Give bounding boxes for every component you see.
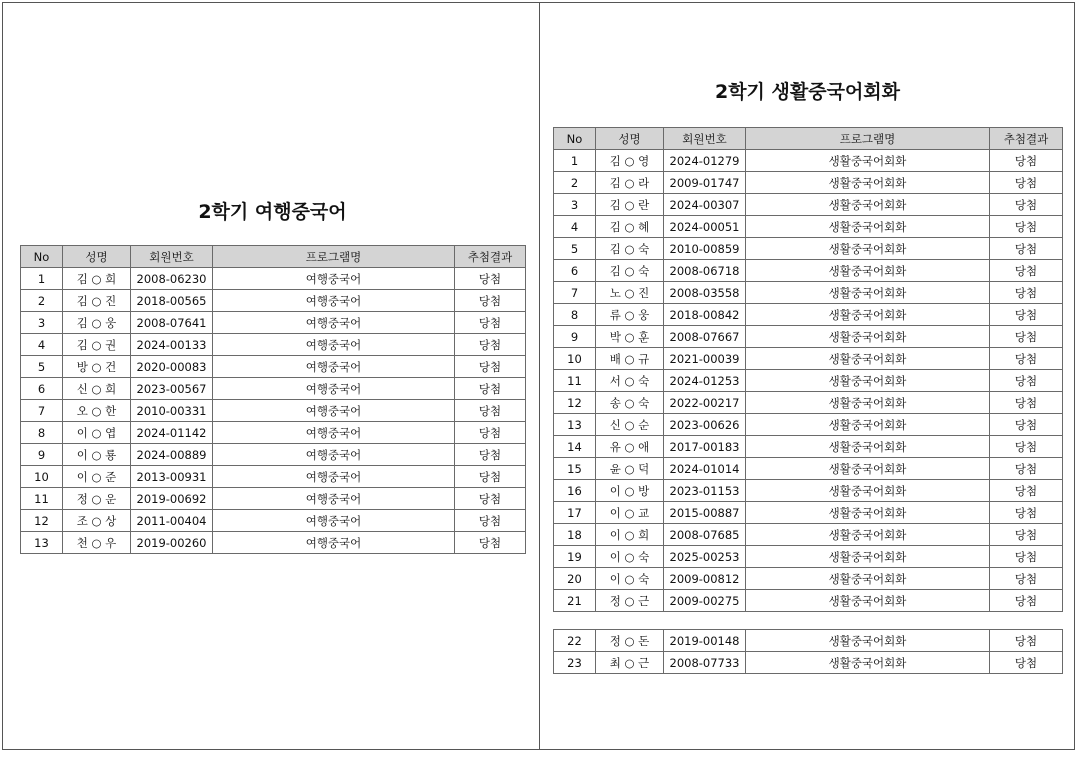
cell-result: 당첨 <box>990 304 1063 326</box>
cell-result: 당첨 <box>990 392 1063 414</box>
cell-no: 8 <box>21 422 63 444</box>
cell-no: 23 <box>554 652 596 674</box>
cell-result: 당첨 <box>455 422 526 444</box>
cell-program: 생활중국어회화 <box>746 260 990 282</box>
cell-member-no: 2019-00148 <box>664 630 746 652</box>
cell-no: 6 <box>554 260 596 282</box>
col-header-result: 추첨결과 <box>455 246 526 268</box>
table-row <box>554 326 1063 348</box>
table-row <box>554 652 1063 674</box>
cell-no: 11 <box>21 488 63 510</box>
cell-name: 김 ○ 라 <box>596 172 664 194</box>
col-header-name: 성명 <box>596 128 664 150</box>
cell-name: 천 ○ 우 <box>63 532 131 554</box>
cell-no: 13 <box>21 532 63 554</box>
cell-member-no: 2024-01253 <box>664 370 746 392</box>
cell-program: 생활중국어회화 <box>746 392 990 414</box>
cell-result: 당첨 <box>990 348 1063 370</box>
cell-program: 생활중국어회화 <box>746 370 990 392</box>
cell-member-no: 2024-01014 <box>664 458 746 480</box>
cell-name: 김 ○ 진 <box>63 290 131 312</box>
cell-name: 김 ○ 웅 <box>63 312 131 334</box>
table-row <box>21 422 526 444</box>
cell-name: 이 ○ 룡 <box>63 444 131 466</box>
table-row <box>554 304 1063 326</box>
cell-result: 당첨 <box>990 216 1063 238</box>
cell-member-no: 2008-06230 <box>131 268 213 290</box>
cell-program: 여행중국어 <box>213 400 455 422</box>
table-row <box>554 524 1063 546</box>
cell-member-no: 2009-01747 <box>664 172 746 194</box>
cell-name: 김 ○ 숙 <box>596 260 664 282</box>
cell-name: 윤 ○ 덕 <box>596 458 664 480</box>
cell-no: 13 <box>554 414 596 436</box>
cell-member-no: 2024-00889 <box>131 444 213 466</box>
cell-no: 2 <box>554 172 596 194</box>
table-row <box>21 378 526 400</box>
cell-member-no: 2024-01142 <box>131 422 213 444</box>
table-row <box>21 444 526 466</box>
cell-no: 12 <box>21 510 63 532</box>
cell-result: 당첨 <box>455 444 526 466</box>
cell-program: 생활중국어회화 <box>746 502 990 524</box>
table-row <box>21 268 526 290</box>
cell-no: 21 <box>554 590 596 612</box>
cell-member-no: 2024-00133 <box>131 334 213 356</box>
cell-no: 11 <box>554 370 596 392</box>
cell-result: 당첨 <box>990 436 1063 458</box>
cell-member-no: 2008-03558 <box>664 282 746 304</box>
cell-program: 여행중국어 <box>213 268 455 290</box>
cell-name: 정 ○ 운 <box>63 488 131 510</box>
cell-member-no: 2008-07733 <box>664 652 746 674</box>
cell-name: 이 ○ 희 <box>596 524 664 546</box>
table-row <box>21 510 526 532</box>
cell-member-no: 2024-01279 <box>664 150 746 172</box>
cell-no: 16 <box>554 480 596 502</box>
cell-name: 이 ○ 숙 <box>596 568 664 590</box>
cell-program: 생활중국어회화 <box>746 326 990 348</box>
cell-member-no: 2020-00083 <box>131 356 213 378</box>
cell-result: 당첨 <box>455 356 526 378</box>
left-table <box>20 245 526 554</box>
table-row <box>554 260 1063 282</box>
cell-member-no: 2008-07667 <box>664 326 746 348</box>
table-row <box>554 436 1063 458</box>
cell-program: 생활중국어회화 <box>746 630 990 652</box>
cell-result: 당첨 <box>990 238 1063 260</box>
table-row <box>554 194 1063 216</box>
cell-no: 1 <box>554 150 596 172</box>
cell-member-no: 2019-00692 <box>131 488 213 510</box>
cell-member-no: 2010-00859 <box>664 238 746 260</box>
cell-program: 생활중국어회화 <box>746 348 990 370</box>
cell-member-no: 2019-00260 <box>131 532 213 554</box>
cell-no: 9 <box>21 444 63 466</box>
table-row <box>554 348 1063 370</box>
cell-no: 5 <box>554 238 596 260</box>
cell-no: 7 <box>554 282 596 304</box>
left-title: 2학기 여행중국어 <box>198 201 347 223</box>
page-divider <box>539 2 540 750</box>
cell-result: 당첨 <box>455 290 526 312</box>
cell-member-no: 2018-00842 <box>664 304 746 326</box>
cell-program: 생활중국어회화 <box>746 194 990 216</box>
cell-member-no: 2018-00565 <box>131 290 213 312</box>
cell-name: 정 ○ 근 <box>596 590 664 612</box>
cell-result: 당첨 <box>990 194 1063 216</box>
cell-no: 10 <box>554 348 596 370</box>
cell-name: 이 ○ 교 <box>596 502 664 524</box>
table-row <box>21 312 526 334</box>
cell-member-no: 2015-00887 <box>664 502 746 524</box>
col-header-member-no: 회원번호 <box>664 128 746 150</box>
cell-program: 여행중국어 <box>213 422 455 444</box>
right-title: 2학기 생활중국어회화 <box>714 81 901 103</box>
cell-name: 이 ○ 준 <box>63 466 131 488</box>
cell-result: 당첨 <box>990 326 1063 348</box>
cell-name: 서 ○ 숙 <box>596 370 664 392</box>
cell-program: 생활중국어회화 <box>746 524 990 546</box>
cell-name: 송 ○ 숙 <box>596 392 664 414</box>
cell-name: 신 ○ 순 <box>596 414 664 436</box>
table-row <box>554 414 1063 436</box>
cell-member-no: 2025-00253 <box>664 546 746 568</box>
cell-program: 생활중국어회화 <box>746 458 990 480</box>
cell-program: 여행중국어 <box>213 290 455 312</box>
cell-name: 이 ○ 엽 <box>63 422 131 444</box>
cell-result: 당첨 <box>990 568 1063 590</box>
cell-result: 당첨 <box>990 150 1063 172</box>
cell-result: 당첨 <box>990 480 1063 502</box>
cell-name: 이 ○ 숙 <box>596 546 664 568</box>
col-header-no: No <box>554 128 596 150</box>
cell-no: 10 <box>21 466 63 488</box>
cell-result: 당첨 <box>990 652 1063 674</box>
col-header-program: 프로그램명 <box>746 128 990 150</box>
cell-name: 김 ○ 란 <box>596 194 664 216</box>
cell-no: 9 <box>554 326 596 348</box>
cell-no: 8 <box>554 304 596 326</box>
table-row <box>554 150 1063 172</box>
table-row <box>554 282 1063 304</box>
cell-name: 방 ○ 건 <box>63 356 131 378</box>
cell-result: 당첨 <box>455 510 526 532</box>
cell-no: 19 <box>554 546 596 568</box>
cell-result: 당첨 <box>990 590 1063 612</box>
cell-name: 신 ○ 희 <box>63 378 131 400</box>
cell-member-no: 2010-00331 <box>131 400 213 422</box>
cell-member-no: 2013-00931 <box>131 466 213 488</box>
cell-result: 당첨 <box>990 260 1063 282</box>
cell-result: 당첨 <box>455 268 526 290</box>
cell-program: 생활중국어회화 <box>746 216 990 238</box>
cell-name: 김 ○ 권 <box>63 334 131 356</box>
table-row <box>21 488 526 510</box>
cell-no: 6 <box>21 378 63 400</box>
cell-member-no: 2023-00567 <box>131 378 213 400</box>
table-row <box>21 290 526 312</box>
cell-no: 2 <box>21 290 63 312</box>
right-header-row <box>554 128 1063 150</box>
cell-result: 당첨 <box>990 458 1063 480</box>
cell-member-no: 2021-00039 <box>664 348 746 370</box>
cell-no: 15 <box>554 458 596 480</box>
cell-member-no: 2009-00812 <box>664 568 746 590</box>
table-row <box>554 502 1063 524</box>
table-row <box>554 568 1063 590</box>
cell-member-no: 2009-00275 <box>664 590 746 612</box>
cell-program: 생활중국어회화 <box>746 480 990 502</box>
cell-result: 당첨 <box>455 312 526 334</box>
cell-no: 18 <box>554 524 596 546</box>
cell-name: 김 ○ 영 <box>596 150 664 172</box>
right-table <box>553 127 1063 612</box>
cell-program: 여행중국어 <box>213 378 455 400</box>
left-header-row <box>21 246 526 268</box>
cell-program: 여행중국어 <box>213 532 455 554</box>
table-row <box>554 392 1063 414</box>
table-row <box>554 546 1063 568</box>
cell-member-no: 2008-07685 <box>664 524 746 546</box>
cell-no: 22 <box>554 630 596 652</box>
cell-member-no: 2022-00217 <box>664 392 746 414</box>
cell-program: 생활중국어회화 <box>746 652 990 674</box>
cell-program: 생활중국어회화 <box>746 150 990 172</box>
cell-result: 당첨 <box>455 334 526 356</box>
cell-result: 당첨 <box>455 466 526 488</box>
cell-program: 생활중국어회화 <box>746 282 990 304</box>
cell-name: 오 ○ 한 <box>63 400 131 422</box>
cell-member-no: 2023-01153 <box>664 480 746 502</box>
cell-name: 이 ○ 방 <box>596 480 664 502</box>
cell-member-no: 2011-00404 <box>131 510 213 532</box>
table-row <box>554 480 1063 502</box>
cell-result: 당첨 <box>990 172 1063 194</box>
col-header-member-no: 회원번호 <box>131 246 213 268</box>
cell-member-no: 2024-00307 <box>664 194 746 216</box>
cell-name: 박 ○ 훈 <box>596 326 664 348</box>
cell-result: 당첨 <box>455 400 526 422</box>
cell-result: 당첨 <box>455 532 526 554</box>
table-row <box>554 370 1063 392</box>
table-row <box>554 458 1063 480</box>
cell-name: 유 ○ 애 <box>596 436 664 458</box>
cell-member-no: 2008-07641 <box>131 312 213 334</box>
cell-name: 류 ○ 웅 <box>596 304 664 326</box>
cell-program: 여행중국어 <box>213 488 455 510</box>
cell-no: 3 <box>21 312 63 334</box>
table-row <box>21 334 526 356</box>
cell-no: 5 <box>21 356 63 378</box>
cell-member-no: 2008-06718 <box>664 260 746 282</box>
cell-program: 여행중국어 <box>213 444 455 466</box>
table-row <box>554 238 1063 260</box>
cell-name: 배 ○ 규 <box>596 348 664 370</box>
cell-no: 17 <box>554 502 596 524</box>
cell-result: 당첨 <box>990 524 1063 546</box>
col-header-program: 프로그램명 <box>213 246 455 268</box>
col-header-result: 추첨결과 <box>990 128 1063 150</box>
table-row <box>21 356 526 378</box>
col-header-no: No <box>21 246 63 268</box>
table-row <box>21 400 526 422</box>
cell-program: 여행중국어 <box>213 334 455 356</box>
table-row <box>554 216 1063 238</box>
cell-program: 생활중국어회화 <box>746 568 990 590</box>
cell-member-no: 2023-00626 <box>664 414 746 436</box>
cell-name: 김 ○ 희 <box>63 268 131 290</box>
cell-no: 20 <box>554 568 596 590</box>
cell-no: 4 <box>21 334 63 356</box>
cell-program: 생활중국어회화 <box>746 546 990 568</box>
cell-no: 7 <box>21 400 63 422</box>
cell-member-no: 2017-00183 <box>664 436 746 458</box>
cell-program: 여행중국어 <box>213 466 455 488</box>
right-table-continued <box>553 629 1063 674</box>
table-row <box>554 630 1063 652</box>
cell-no: 12 <box>554 392 596 414</box>
cell-program: 생활중국어회화 <box>746 590 990 612</box>
cell-result: 당첨 <box>455 488 526 510</box>
cell-result: 당첨 <box>990 282 1063 304</box>
cell-program: 생활중국어회화 <box>746 172 990 194</box>
cell-program: 생활중국어회화 <box>746 304 990 326</box>
table-row <box>554 172 1063 194</box>
cell-result: 당첨 <box>990 630 1063 652</box>
cell-result: 당첨 <box>990 370 1063 392</box>
table-row <box>21 466 526 488</box>
cell-name: 김 ○ 혜 <box>596 216 664 238</box>
cell-program: 여행중국어 <box>213 356 455 378</box>
cell-no: 1 <box>21 268 63 290</box>
cell-member-no: 2024-00051 <box>664 216 746 238</box>
cell-result: 당첨 <box>990 546 1063 568</box>
cell-name: 김 ○ 숙 <box>596 238 664 260</box>
cell-program: 여행중국어 <box>213 510 455 532</box>
table-row <box>554 590 1063 612</box>
cell-name: 노 ○ 진 <box>596 282 664 304</box>
cell-program: 생활중국어회화 <box>746 238 990 260</box>
cell-program: 생활중국어회화 <box>746 414 990 436</box>
cell-name: 정 ○ 돈 <box>596 630 664 652</box>
cell-no: 3 <box>554 194 596 216</box>
cell-no: 4 <box>554 216 596 238</box>
cell-result: 당첨 <box>455 378 526 400</box>
cell-program: 생활중국어회화 <box>746 436 990 458</box>
cell-no: 14 <box>554 436 596 458</box>
table-row <box>21 532 526 554</box>
cell-result: 당첨 <box>990 502 1063 524</box>
cell-name: 최 ○ 근 <box>596 652 664 674</box>
col-header-name: 성명 <box>63 246 131 268</box>
cell-name: 조 ○ 상 <box>63 510 131 532</box>
cell-program: 여행중국어 <box>213 312 455 334</box>
cell-result: 당첨 <box>990 414 1063 436</box>
